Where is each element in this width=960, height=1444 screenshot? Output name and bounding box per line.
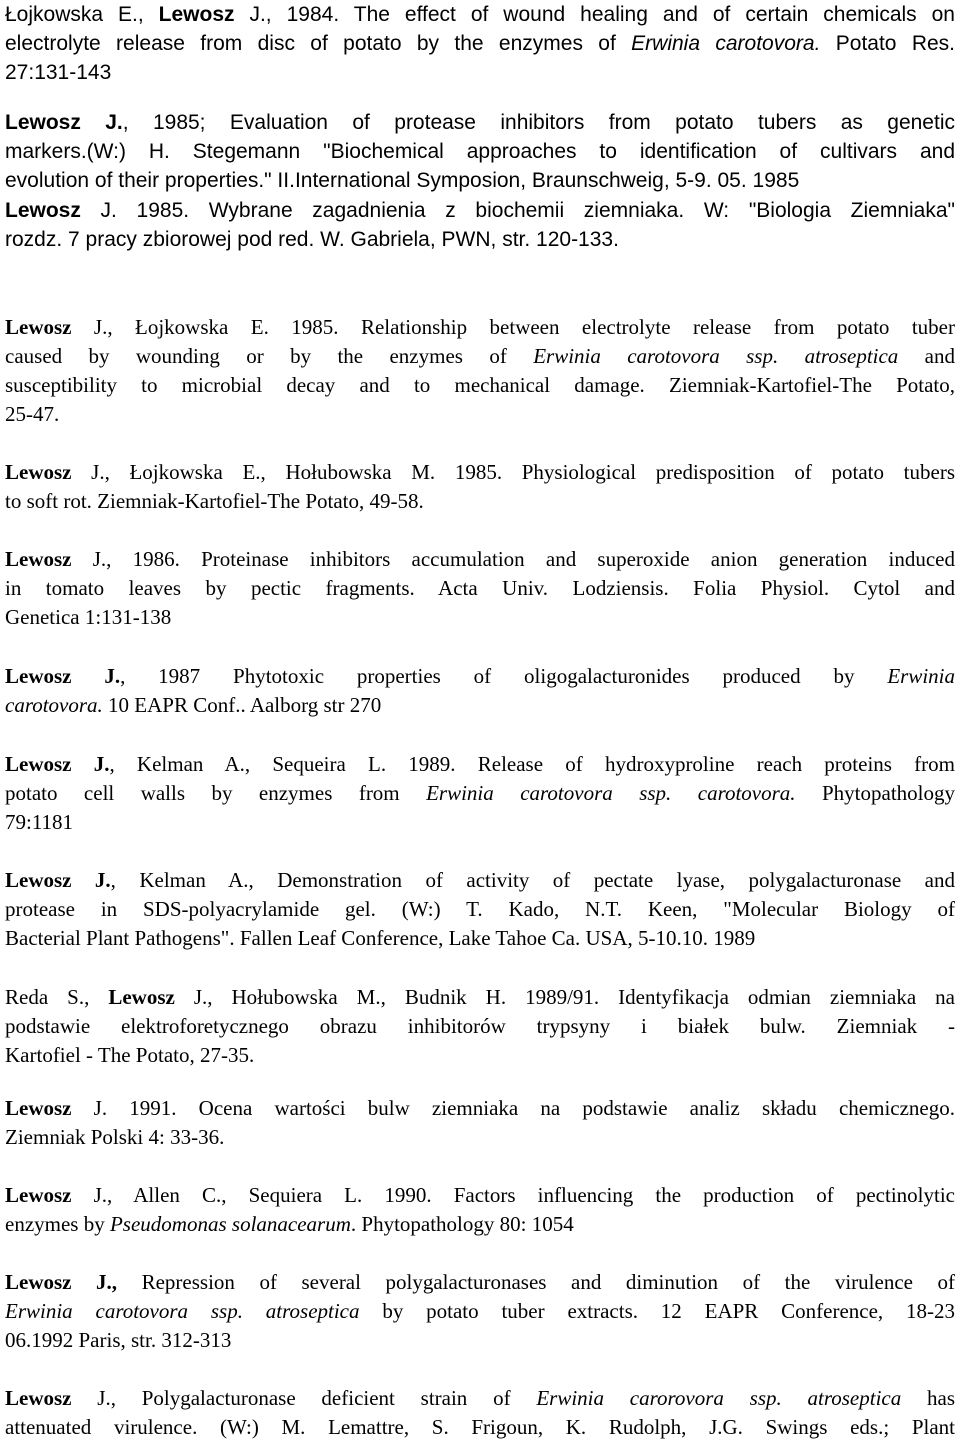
reference-line — [5, 808, 955, 837]
reference-line — [5, 58, 955, 87]
reference-text: J., Łojkowska E., Hołubowska M. 1985. Physiological predisposition of potato tubers — [71, 460, 955, 484]
reference-text: potato cell walls by enzymes from — [5, 781, 427, 805]
reference-line — [5, 1094, 955, 1123]
reference-text: and — [898, 344, 955, 368]
reference-line — [5, 1181, 955, 1210]
reference-text: 10 EAPR Conf.. Aalborg str 270 — [102, 693, 382, 717]
reference-line — [5, 574, 955, 603]
species-name: Erwinia carotovora. — [631, 32, 821, 55]
species-name: carotovora. — [5, 693, 103, 717]
reference-text: Ziemniak Polski 4: 33-36. — [5, 1125, 225, 1149]
reference-line — [5, 662, 955, 691]
author-name: Lewosz — [108, 985, 175, 1009]
reference-line — [5, 691, 955, 720]
reference-text: Łojkowska E., — [5, 3, 159, 26]
author-name: Lewosz J. — [5, 752, 110, 776]
author-name: Lewosz — [5, 1096, 72, 1120]
reference-text: evolution of their properties." II.International Symposion, Braunschweig, 5-9. 05. 1985 — [5, 169, 800, 192]
reference-text: , 1985; Evaluation of protease inhibitors from potato tubers as genetic — [122, 111, 955, 134]
reference-text: to soft rot. Ziemniak-Kartofiel-The Potato, 49-58. — [5, 489, 424, 513]
reference-line — [5, 603, 955, 632]
reference-line — [5, 225, 955, 254]
reference-text: electrolyte release from disc of potato by the enzymes of — [5, 32, 632, 55]
reference-line — [5, 458, 955, 487]
reference-text: in tomato leaves by pectic fragments. Acta Univ. Lodziensis. Folia Physiol. Cytol and — [5, 576, 955, 600]
reference-line — [5, 400, 955, 429]
reference-text: enzymes by — [5, 1212, 110, 1236]
reference-text: J., Allen C., Sequiera L. 1990. Factors influencing the production of pectinolytic — [71, 1183, 955, 1207]
reference-line — [5, 1297, 955, 1326]
reference-text: attenuated virulence. (W:) M. Lemattre, S. Frigoun, K. Rudolph, J.G. Swings eds.; Plant — [5, 1415, 955, 1439]
reference-text: Phytopathology — [795, 781, 955, 805]
species-name: Erwinia carotovora ssp. atroseptica — [533, 344, 899, 368]
reference-text: Potato Res. — [820, 32, 955, 55]
reference-text: 25-47. — [5, 402, 60, 426]
author-name: Lewosz — [158, 3, 235, 26]
reference-line — [5, 1326, 955, 1355]
reference-line — [5, 371, 955, 400]
reference-text: J., Polygalacturonase deficient strain of — [71, 1386, 537, 1410]
reference-line — [5, 166, 955, 195]
reference-text: J., Hołubowska M., Budnik H. 1989/91. Identyfikacja odmian ziemniaka na — [174, 985, 955, 1009]
author-name: Lewosz J. — [5, 111, 123, 134]
species-name: Pseudomonas solanacearum — [109, 1212, 351, 1236]
reference-text: , 1987 Phytotoxic properties of oligogalacturonides produced by — [120, 664, 888, 688]
reference-line — [5, 137, 955, 166]
reference-text: susceptibility to microbial decay and to mechanical damage. Ziemniak-Kartofiel-The Potato, — [5, 373, 955, 397]
reference-line — [5, 983, 955, 1012]
reference-text: rozdz. 7 pracy zbiorowej pod red. W. Gabriela, PWN, str. 120-133. — [5, 228, 619, 251]
author-name: Lewosz — [5, 199, 81, 222]
reference-text: . Phytopathology 80: 1054 — [350, 1212, 574, 1236]
reference-line — [5, 1210, 955, 1239]
reference-text: protease in SDS-polyacrylamide gel. (W:) T. Kado, N.T. Keen, "Molecular Biology of — [5, 897, 955, 921]
author-name: Lewosz J. — [5, 664, 121, 688]
reference-line — [5, 1268, 955, 1297]
author-name: Lewosz J. — [5, 868, 111, 892]
reference-line — [5, 895, 955, 924]
reference-line — [5, 545, 955, 574]
author-name: Lewosz — [5, 547, 72, 571]
reference-text: Kartofiel - The Potato, 27-35. — [5, 1043, 255, 1067]
author-name: Lewosz — [5, 315, 72, 339]
reference-line — [5, 924, 955, 953]
author-name: Lewosz J., — [5, 1270, 118, 1294]
reference-text: Bacterial Plant Pathogens". Fallen Leaf Conference, Lake Tahoe Ca. USA, 5-10.10. 1989 — [5, 926, 756, 950]
reference-line — [5, 108, 955, 137]
reference-line — [5, 29, 955, 58]
reference-line — [5, 1041, 955, 1070]
reference-line — [5, 1123, 955, 1152]
reference-line — [5, 750, 955, 779]
reference-text: has — [901, 1386, 955, 1410]
reference-text: , Kelman A., Demonstration of activity of pectate lyase, polygalacturonase and — [110, 868, 955, 892]
reference-text: markers.(W:) H. Stegemann "Biochemical approaches to identification of cultivars and — [5, 140, 955, 163]
reference-text: podstawie elektroforetycznego obrazu inhibitorów trypsyny i białek bulw. Ziemniak - — [5, 1014, 955, 1038]
reference-line — [5, 779, 955, 808]
reference-text: Genetica 1:131-138 — [5, 605, 172, 629]
reference-line — [5, 196, 955, 225]
reference-text: 06.1992 Paris, str. 312-313 — [5, 1328, 232, 1352]
species-name: Erwinia carotovora ssp. carotovora. — [426, 781, 796, 805]
reference-line — [5, 1012, 955, 1041]
species-name: Erwinia carorovora ssp. atroseptica — [536, 1386, 902, 1410]
reference-text: Reda S., — [5, 985, 109, 1009]
reference-line — [5, 1413, 955, 1442]
reference-text: , Kelman A., Sequeira L. 1989. Release of hydroxyproline reach proteins from — [109, 752, 955, 776]
reference-line — [5, 487, 955, 516]
reference-line — [5, 1384, 955, 1413]
reference-line — [5, 866, 955, 895]
reference-text: J., Łojkowska E. 1985. Relationship between electrolyte release from potato tuber — [71, 315, 955, 339]
reference-text: J. 1985. Wybrane zagadnienia z biochemii ziemniaka. W: "Biologia Ziemniaka" — [80, 199, 955, 222]
reference-text: J. 1991. Ocena wartości bulw ziemniaka na podstawie analiz składu chemicznego. — [71, 1096, 955, 1120]
reference-text: J., 1986. Proteinase inhibitors accumulation and superoxide anion generation induced — [71, 547, 955, 571]
species-name: Erwinia — [887, 664, 955, 688]
reference-text: 27:131-143 — [5, 61, 112, 84]
author-name: Lewosz — [5, 460, 72, 484]
reference-text: J., 1984. The effect of wound healing and of certain chemicals on — [234, 3, 955, 26]
reference-line — [5, 0, 955, 29]
author-name: Lewosz — [5, 1386, 72, 1410]
reference-text: 79:1181 — [5, 810, 74, 834]
reference-line — [5, 342, 955, 371]
species-name: Erwinia carotovora ssp. atroseptica — [5, 1299, 360, 1323]
reference-text: Repression of several polygalacturonases and diminution of the virulence of — [117, 1270, 955, 1294]
reference-text: caused by wounding or by the enzymes of — [5, 344, 534, 368]
reference-line — [5, 313, 955, 342]
author-name: Lewosz — [5, 1183, 72, 1207]
reference-text: by potato tuber extracts. 12 EAPR Conference, 18-23 — [359, 1299, 955, 1323]
